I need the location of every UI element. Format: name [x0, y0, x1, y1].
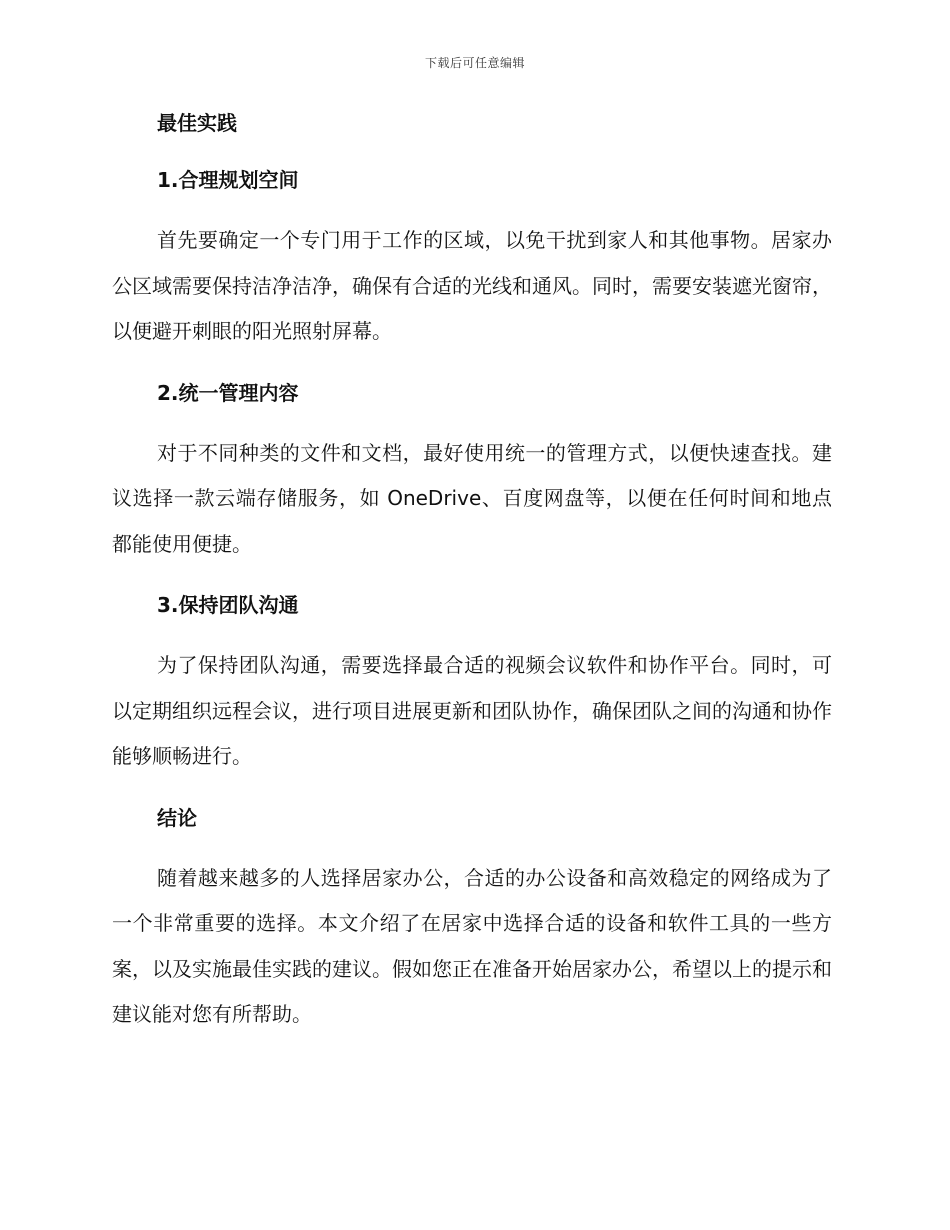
paragraph-team-communication: 为了保持团队沟通，需要选择最合适的视频会议软件和协作平台。同时，可以定期组织远程会议，进行项目进展更新和团队协作，确保团队之间的沟通和协作能够顺畅进行。: [112, 653, 832, 768]
paragraph-manage-content: 对于不同种类的文件和文档，最好使用统一的管理方式，以便快速查找。建议选择一款云端存储服务，如 OneDrive、百度网盘等，以便在任何时间和地点都能使用便捷。: [112, 440, 832, 556]
document-body: [112, 108, 832, 1061]
section-heading-conclusion: 结论: [157, 805, 197, 830]
page-header: 下载后可任意编辑: [424, 56, 525, 70]
section-heading-plan-space: 1.合理规划空间: [157, 168, 299, 192]
section-heading-best-practice: 最佳实践: [157, 111, 237, 135]
section-heading-team-communication: 3.保持团队沟通: [157, 593, 299, 617]
paragraph-conclusion: 随着越来越多的人选择居家办公，合适的办公设备和高效稳定的网络成为了一个非常重要的选择。本文介绍了在居家中选择合适的设备和软件工具的一些方案，以及实施最佳实践的建议。假如您正在准备开始居家办公，希望以上的提示和建议能对您有所帮助。: [112, 865, 832, 1026]
paragraph-plan-space: 首先要确定一个专门用于工作的区域，以免干扰到家人和其他事物。居家办公区域需要保持洁净洁净，确保有合适的光线和通风。同时，需要安装遮光窗帘，以便避开刺眼的阳光照射屏幕。: [112, 228, 832, 343]
section-heading-manage-content: 2.统一管理内容: [157, 380, 299, 405]
